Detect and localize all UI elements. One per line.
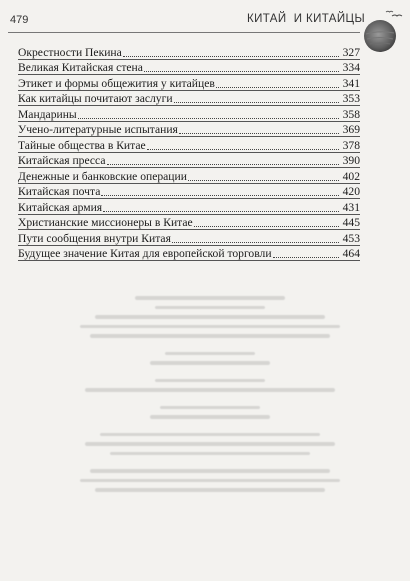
toc-entry [18,75,360,91]
toc-entry-title: Тайные общества в Китае [18,138,146,152]
toc-entry-title: Денежные и банковские операции [18,169,187,183]
moon-emblem-icon [356,8,408,52]
toc-entry [18,122,360,138]
bleed-through-text [60,290,360,570]
toc-entry-title: Пути сообщения внутри Китая [18,231,171,245]
toc-entry-title: Будущее значение Китая для европейской торговли [18,247,272,260]
toc-entry-title: Китайская пресса [18,154,106,167]
toc-entry [18,199,360,215]
toc-entry-page: 431 [342,200,360,214]
toc-entry-page: 353 [342,92,360,105]
toc-dot-leader [103,211,339,212]
toc-entry-title: Этикет и формы общежития у китайцев [18,76,215,90]
toc-entry [18,184,360,200]
toc-entry [18,230,360,246]
toc-entry-title: Китайская армия [18,200,103,214]
toc-dot-leader [107,164,340,165]
toc-entry [18,246,360,262]
page-number: 479 [10,14,29,26]
toc-dot-leader [174,102,339,103]
toc-entry-page: 327 [342,45,360,59]
toc-dot-leader [123,56,339,57]
toc-dot-leader [147,149,339,150]
toc-dot-leader [172,242,339,243]
toc-entry [18,60,360,76]
toc-entry [18,106,360,122]
toc-dot-leader [179,133,339,134]
toc-entry [18,91,360,107]
toc-entry [18,153,360,169]
toc-entry-page: 369 [342,123,360,136]
toc-dot-leader [216,87,339,88]
toc-entry-page: 464 [342,247,360,260]
toc-dot-leader [78,118,339,119]
toc-entry-title: Мандарины [18,107,77,121]
header-rule [8,32,360,33]
toc-dot-leader [188,180,339,181]
toc-entry-title: Как китайцы почитают заслуги [18,92,173,105]
toc-entry-page: 445 [342,216,360,229]
table-of-contents [18,44,360,261]
toc-dot-leader [273,257,339,258]
toc-entry-title: Окрестности Пекина [18,45,122,59]
toc-entry-page: 334 [342,61,360,74]
toc-entry [18,137,360,153]
toc-entry [18,215,360,231]
toc-entry-page: 341 [342,76,360,90]
toc-entry-page: 402 [342,169,360,183]
toc-entry-page: 390 [342,154,360,167]
running-title: КИТАЙ И КИТАЙЦЫ [247,13,366,25]
toc-entry [18,168,360,184]
toc-entry-title: Китайская почта [18,185,101,198]
toc-entry-title: Учено-литературные испытания [18,123,178,136]
toc-row-rule [18,260,360,261]
toc-entry-page: 358 [342,107,360,121]
toc-entry [18,44,360,60]
toc-dot-leader [101,195,339,196]
toc-entry-title: Христианские миссионеры в Китае [18,216,193,229]
page-header [0,0,410,40]
toc-entry-page: 378 [342,138,360,152]
toc-entry-page: 453 [342,231,360,245]
toc-entry-page: 420 [342,185,360,198]
toc-dot-leader [194,226,339,227]
toc-dot-leader [144,71,339,72]
toc-entry-title: Великая Китайская стена [18,61,143,74]
